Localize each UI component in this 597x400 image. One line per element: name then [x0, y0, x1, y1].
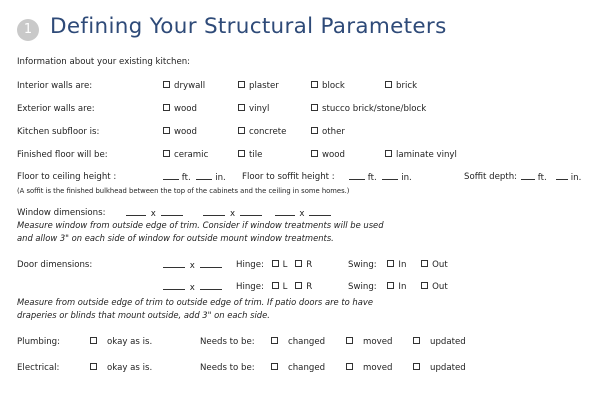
- option-exterior-vinyl[interactable]: [238, 104, 269, 114]
- option-label: changed: [288, 337, 326, 347]
- interior-walls-label: Interior walls are:: [17, 81, 93, 91]
- option-label: wood: [322, 150, 345, 160]
- option-label: okay as is.: [107, 337, 153, 347]
- checkbox[interactable]: [311, 104, 318, 111]
- ceiling-ft-field[interactable]: [163, 172, 179, 180]
- soffit-note: (A soffit is the finished bulkhead between the top of the cabinets and the ceiling in some homes.): [17, 187, 350, 195]
- option-label: brick: [396, 81, 418, 91]
- checkbox[interactable]: [272, 260, 279, 267]
- times-sign: x: [189, 261, 195, 271]
- option-floor-tile[interactable]: [238, 150, 262, 160]
- checkbox[interactable]: [272, 282, 279, 289]
- option-label: moved: [363, 363, 393, 373]
- unit-ft: ft.: [367, 173, 377, 183]
- window-note-line1: Measure window from outside edge of trim. Consider if window treatments will be used: [17, 220, 384, 230]
- option-label: okay as is.: [107, 363, 153, 373]
- option-interior-block[interactable]: [311, 81, 345, 91]
- window-2-width-field[interactable]: [203, 208, 225, 216]
- option-label: updated: [430, 337, 466, 347]
- checkbox[interactable]: [311, 127, 318, 134]
- subfloor-label: Kitchen subfloor is:: [17, 127, 100, 137]
- option-label: changed: [288, 363, 326, 373]
- option-label: concrete: [249, 127, 287, 137]
- checkbox[interactable]: [311, 81, 318, 88]
- electrical-needs-label: Needs to be:: [200, 363, 255, 373]
- option-label: laminate vinyl: [396, 150, 457, 160]
- times-sign: x: [150, 209, 156, 219]
- checkbox[interactable]: [295, 282, 302, 289]
- soffit-depth-label: Soffit depth:: [464, 172, 518, 182]
- window-note-line2: and allow 3" on each side of window for outside mount window treatments.: [17, 233, 334, 243]
- checkbox[interactable]: [385, 150, 392, 157]
- door-note-line2: draperies or blinds that mount outside, add 3" on each side.: [17, 310, 270, 320]
- checkbox[interactable]: [163, 104, 170, 111]
- checkbox[interactable]: [90, 363, 97, 370]
- checkbox[interactable]: [385, 81, 392, 88]
- checkbox[interactable]: [163, 150, 170, 157]
- times-sign: x: [189, 283, 195, 293]
- option-label: tile: [249, 150, 263, 160]
- checkbox[interactable]: [421, 260, 428, 267]
- soffit-depth-in-fields: [556, 172, 581, 183]
- checkbox[interactable]: [346, 363, 353, 370]
- window-2-height-field[interactable]: [240, 208, 262, 216]
- option-floor-laminate-vinyl[interactable]: [385, 150, 457, 160]
- door-1-hinge: [236, 260, 312, 270]
- checkbox[interactable]: [238, 81, 245, 88]
- checkbox[interactable]: [163, 127, 170, 134]
- option-floor-ceramic[interactable]: [163, 150, 208, 160]
- depth-ft-field[interactable]: [521, 172, 535, 180]
- soffit-ft-field[interactable]: [349, 172, 365, 180]
- hinge-l-label: L: [282, 282, 288, 292]
- unit-in: in.: [215, 173, 226, 183]
- electrical-label: Electrical:: [17, 363, 60, 373]
- swing-label: Swing:: [348, 260, 377, 270]
- times-sign: x: [299, 209, 305, 219]
- option-subfloor-other[interactable]: [311, 127, 345, 137]
- hinge-r-label: R: [306, 282, 313, 292]
- electrical-moved-option[interactable]: [346, 363, 392, 373]
- hinge-l-label: L: [282, 260, 288, 270]
- checkbox[interactable]: [238, 127, 245, 134]
- plumbing-label: Plumbing:: [17, 337, 61, 347]
- electrical-changed-option[interactable]: [271, 363, 325, 373]
- checkbox[interactable]: [413, 337, 420, 344]
- swing-in-label: In: [398, 260, 407, 270]
- option-interior-drywall[interactable]: [163, 81, 205, 91]
- soffit-in-field[interactable]: [382, 172, 398, 180]
- window-1-height-field[interactable]: [161, 208, 183, 216]
- unit-in: in.: [570, 173, 582, 183]
- option-label: block: [322, 81, 345, 91]
- checkbox[interactable]: [346, 337, 353, 344]
- door-2-hinge: [236, 282, 312, 292]
- electrical-okay-option[interactable]: [90, 363, 152, 373]
- window-dimension-fields: [126, 208, 331, 219]
- hinge-r-label: R: [306, 260, 313, 270]
- door-2-swing: [348, 282, 448, 292]
- plumbing-needs-label: Needs to be:: [200, 337, 255, 347]
- option-label: wood: [174, 127, 197, 137]
- swing-in-label: In: [398, 282, 407, 292]
- option-subfloor-concrete[interactable]: [238, 127, 286, 137]
- checkbox[interactable]: [271, 337, 278, 344]
- plumbing-updated-option[interactable]: [413, 337, 466, 347]
- finished-floor-label: Finished floor will be:: [17, 150, 108, 160]
- plumbing-changed-option[interactable]: [271, 337, 325, 347]
- checkbox[interactable]: [387, 282, 394, 289]
- option-exterior-stucco[interactable]: [311, 104, 426, 114]
- door-2-height-field[interactable]: [200, 282, 222, 290]
- option-label: wood: [174, 104, 197, 114]
- checkbox[interactable]: [163, 81, 170, 88]
- plumbing-okay-option[interactable]: [90, 337, 152, 347]
- swing-out-label: Out: [432, 282, 448, 292]
- door-note-line1: Measure from outside edge of trim to outside edge of trim. If patio doors are to have: [17, 297, 373, 307]
- door-dimensions-label: Door dimensions:: [17, 260, 93, 270]
- swing-label: Swing:: [348, 282, 377, 292]
- checkbox[interactable]: [238, 104, 245, 111]
- option-floor-wood[interactable]: [311, 150, 345, 160]
- option-interior-brick[interactable]: [385, 81, 417, 91]
- option-label: moved: [363, 337, 393, 347]
- option-label: drywall: [174, 81, 206, 91]
- step-number-badge: 1: [17, 19, 39, 41]
- door-1-width-field[interactable]: [163, 260, 185, 268]
- depth-in-field[interactable]: [556, 172, 568, 180]
- plumbing-moved-option[interactable]: [346, 337, 392, 347]
- checkbox[interactable]: [421, 282, 428, 289]
- unit-ft: ft.: [181, 173, 191, 183]
- checkbox[interactable]: [295, 260, 302, 267]
- ceiling-height-fields: [163, 172, 226, 183]
- option-label: stucco brick/stone/block: [322, 104, 427, 114]
- door-2-size-fields: [163, 282, 222, 293]
- unit-in: in.: [401, 173, 412, 183]
- times-sign: x: [230, 209, 236, 219]
- swing-out-label: Out: [432, 260, 448, 270]
- page-title: Defining Your Structural Parameters: [50, 14, 447, 39]
- option-label: vinyl: [249, 104, 270, 114]
- unit-ft: ft.: [537, 173, 547, 183]
- floor-to-ceiling-label: Floor to ceiling height :: [17, 172, 117, 182]
- checkbox[interactable]: [90, 337, 97, 344]
- door-1-swing: [348, 260, 448, 270]
- checkbox[interactable]: [387, 260, 394, 267]
- option-exterior-wood[interactable]: [163, 104, 197, 114]
- ceiling-in-field[interactable]: [196, 172, 212, 180]
- checkbox[interactable]: [238, 150, 245, 157]
- window-dimensions-label: Window dimensions:: [17, 208, 106, 218]
- window-3-width-field[interactable]: [275, 208, 295, 216]
- option-label: updated: [430, 363, 466, 373]
- option-label: plaster: [249, 81, 279, 91]
- window-1-width-field[interactable]: [126, 208, 146, 216]
- hinge-label: Hinge:: [236, 260, 264, 270]
- checkbox[interactable]: [271, 363, 278, 370]
- checkbox[interactable]: [311, 150, 318, 157]
- floor-to-soffit-label: Floor to soffit height :: [242, 172, 335, 182]
- checkbox[interactable]: [413, 363, 420, 370]
- option-label: other: [322, 127, 345, 137]
- electrical-updated-option[interactable]: [413, 363, 466, 373]
- option-subfloor-wood[interactable]: [163, 127, 197, 137]
- door-1-size-fields: [163, 260, 222, 271]
- option-label: ceramic: [174, 150, 209, 160]
- option-interior-plaster[interactable]: [238, 81, 279, 91]
- soffit-depth-fields: [521, 172, 547, 183]
- exterior-walls-label: Exterior walls are:: [17, 104, 95, 114]
- door-2-width-field[interactable]: [163, 282, 185, 290]
- window-3-height-field[interactable]: [309, 208, 331, 216]
- intro-text: Information about your existing kitchen:: [17, 57, 191, 67]
- hinge-label: Hinge:: [236, 282, 264, 292]
- door-1-height-field[interactable]: [200, 260, 222, 268]
- soffit-height-fields: [349, 172, 412, 183]
